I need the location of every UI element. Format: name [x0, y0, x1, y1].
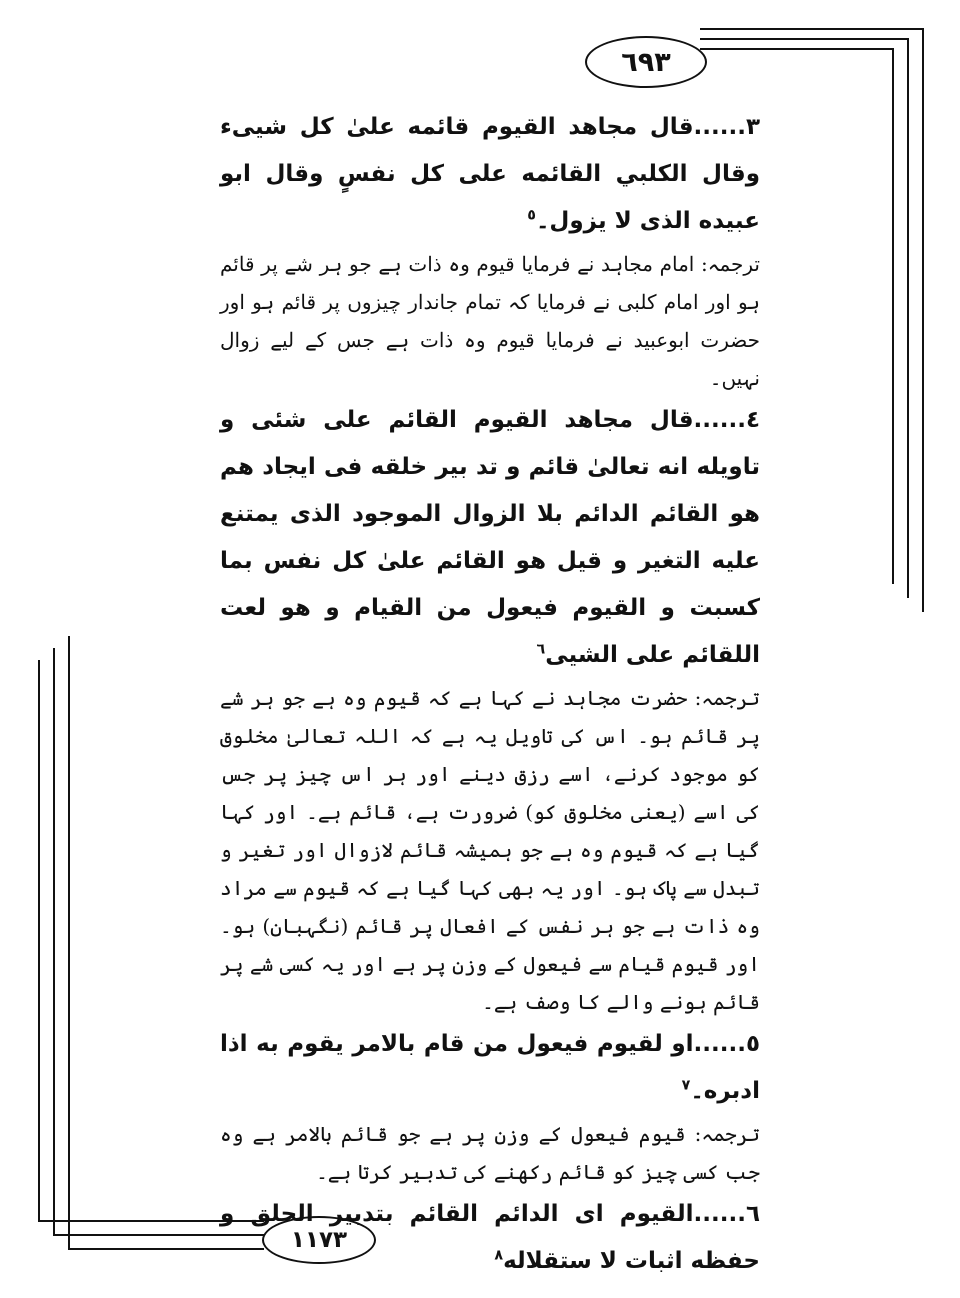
footnote-ref: ٨ — [494, 1247, 504, 1264]
urdu-translation: ترجمہ: حضرت مجاہد نے کہا ہے کہ قیوم وہ ہے جو ہر شے پر قائم ہو۔ اس کی تاویل یہ ہے کہ اللہ تعالیٰ مخلوق کو موجود کرنے، اسے رزق دینے اور ہر اس چیز پر جس کی اسے (یعنی مخلوق کو) ضرورت ہے، قائم ہے۔ اور کہا گیا ہے کہ قیوم وہ ہے جو ہمیشہ قائم لازوال اور تغیر و تبدل سے پاک ہو۔ اور یہ بھی کہا گیا ہے کہ قیوم سے مراد وہ ذات ہے جو ہر نفس کے افعال پر قائم (نگہبان) ہو۔ اور قیوم قیام سے فیعول کے وزن پر ہے اور یہ کسی شے پر قائم ہونے والے کا وصف ہے۔ — [220, 686, 760, 1014]
page-number-bottom: ١١٧٣ — [262, 1216, 376, 1264]
arabic-quote-5: ٥......او لقيوم فيعول من قام بالامر يقوم به اذا ادبره۔$^٧$ — [220, 1031, 760, 1104]
frame-right-line-3 — [922, 28, 924, 612]
arabic-quote-4: ٤......قال مجاهد القيوم القائم على شئى و تاويله انه تعالىٰ قائم و تد بير خلقه فى ايجاد هم هو القائم الدائم بلا الزوال الموجود الذى يمتنع عليه التغير و قيل هو القائم علىٰ كل نفس بما كسبت و القيوم فيعول من القيام و هو لعت اللقائم على الشيى$^٦$ — [220, 407, 760, 668]
frame-top-line-1 — [700, 48, 894, 50]
frame-top-line-2 — [700, 38, 909, 40]
footnote-ref: ٦ — [536, 641, 546, 658]
frame-left-line-2 — [53, 648, 55, 1234]
arabic-quote-6: ٦......القيوم اى الدائم القائم بتدبير الحلق و حفظه اثبات لا ستقلاله$^٨$ — [220, 1201, 760, 1274]
footnote-ref: ٥ — [527, 207, 536, 224]
frame-right-line-2 — [907, 38, 909, 598]
page-content — [220, 104, 760, 1285]
frame-top-line-3 — [700, 28, 924, 30]
frame-left-line-1 — [38, 660, 40, 1220]
arabic-quote-3: ٣......قال مجاهد القيوم قائمه علىٰ كل شيىء وقال الكلبي القائمه على كل نفسٍ وقال ابو عبيده الذى لا يزول۔$^٥$ — [220, 114, 760, 234]
urdu-translation: ترجمہ: قیوم فیعول کے وزن پر ہے جو قائم بالامر ہے وہ جب کسی چیز کو قائم رکھنے کی تدبیر کرتا ہے۔ — [220, 1122, 760, 1184]
footnote-ref: ٧ — [681, 1077, 691, 1094]
urdu-translation: ترجمہ: امام مجاہد نے فرمایا قیوم وہ ذات ہے جو ہر شے پر قائم ہو اور امام کلبی نے فرمایا کہ تمام جاندار چیزوں پر قائم ہو اور حضرت ابوعبید نے فرمایا قیوم وہ ذات ہے جس کے لیے زوال نہیں۔ — [220, 252, 760, 390]
frame-left-line-3 — [68, 636, 70, 1248]
frame-right-line-1 — [892, 48, 894, 584]
page-number-top: ٦٩٣ — [585, 36, 707, 88]
